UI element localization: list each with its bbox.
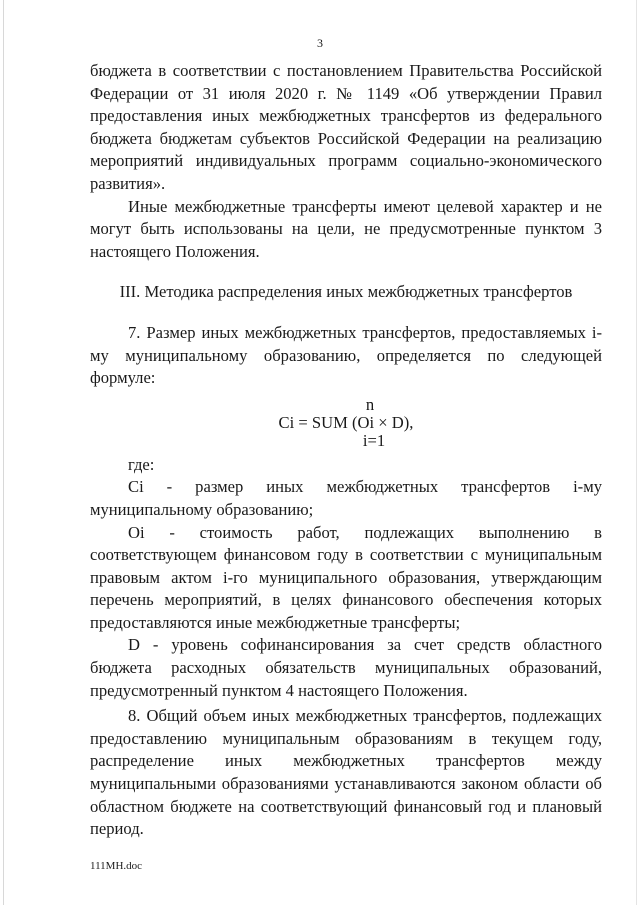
formula-main: Ci = SUM (Oi × D), [278,412,414,432]
formula-upper-limit: n [365,394,375,414]
definition-oi: Oi - стоимость работ, подлежащих выполнению в соответствующем финансовом году в соответствии с муниципальным правовым актом i-го муниципального образования, утверждающим перечень мероприятий, в целях финансового обеспечения которых предоставляются иные межбюджетные трансферты; [90,522,602,632]
document-body [90,60,602,841]
section-heading: III. Методика распределения иных межбюджетных трансфертов [119,282,573,302]
where-label: где: [128,454,155,474]
footer-filename: 111МН.doc [90,860,143,872]
paragraph-target-purpose: Иные межбюджетные трансферты имеют целевой характер и не могут быть использованы на цели, не предусмотренные пунктом 3 настоящего Положения. [90,196,602,261]
scan-edge-left [3,0,4,905]
scan-edge-right [636,0,637,905]
paragraph-item-7: 7. Размер иных межбюджетных трансфертов, предоставляемых i-му муниципальному образованию, определяется по следующей формуле: [90,322,602,388]
page-number: 3 [317,36,323,50]
definition-d: D - уровень софинансирования за счет средств областного бюджета расходных обязательств муниципальных образований, предусмотренный пунктом 4 настоящего Положения. [90,635,602,700]
paragraph-continuation: бюджета в соответствии с постановлением Правительства Российской Федерации от 31 июля 2020 г. № 1149 «Об утверждении Правил предоставления иных межбюджетных трансфертов из федерального бюджета бюджетам субъектов Российской Федерации на реализацию мероприятий индивидуальных программ социально-экономического развития». [90,61,602,193]
definition-ci: Ci - размер иных межбюджетных трансфертов i-му муниципальному образованию; [90,477,602,519]
formula-lower-limit: i=1 [362,430,386,450]
paragraph-item-8: 8. Общий объем иных межбюджетных трансфертов, подлежащих предоставлению муниципальным образованиям в текущем году, распределение иных межбюджетных трансфертов между муниципальными образованиями устанавливаются законом области об областном бюджете на соответствующий финансовый год и плановый период. [90,706,602,839]
